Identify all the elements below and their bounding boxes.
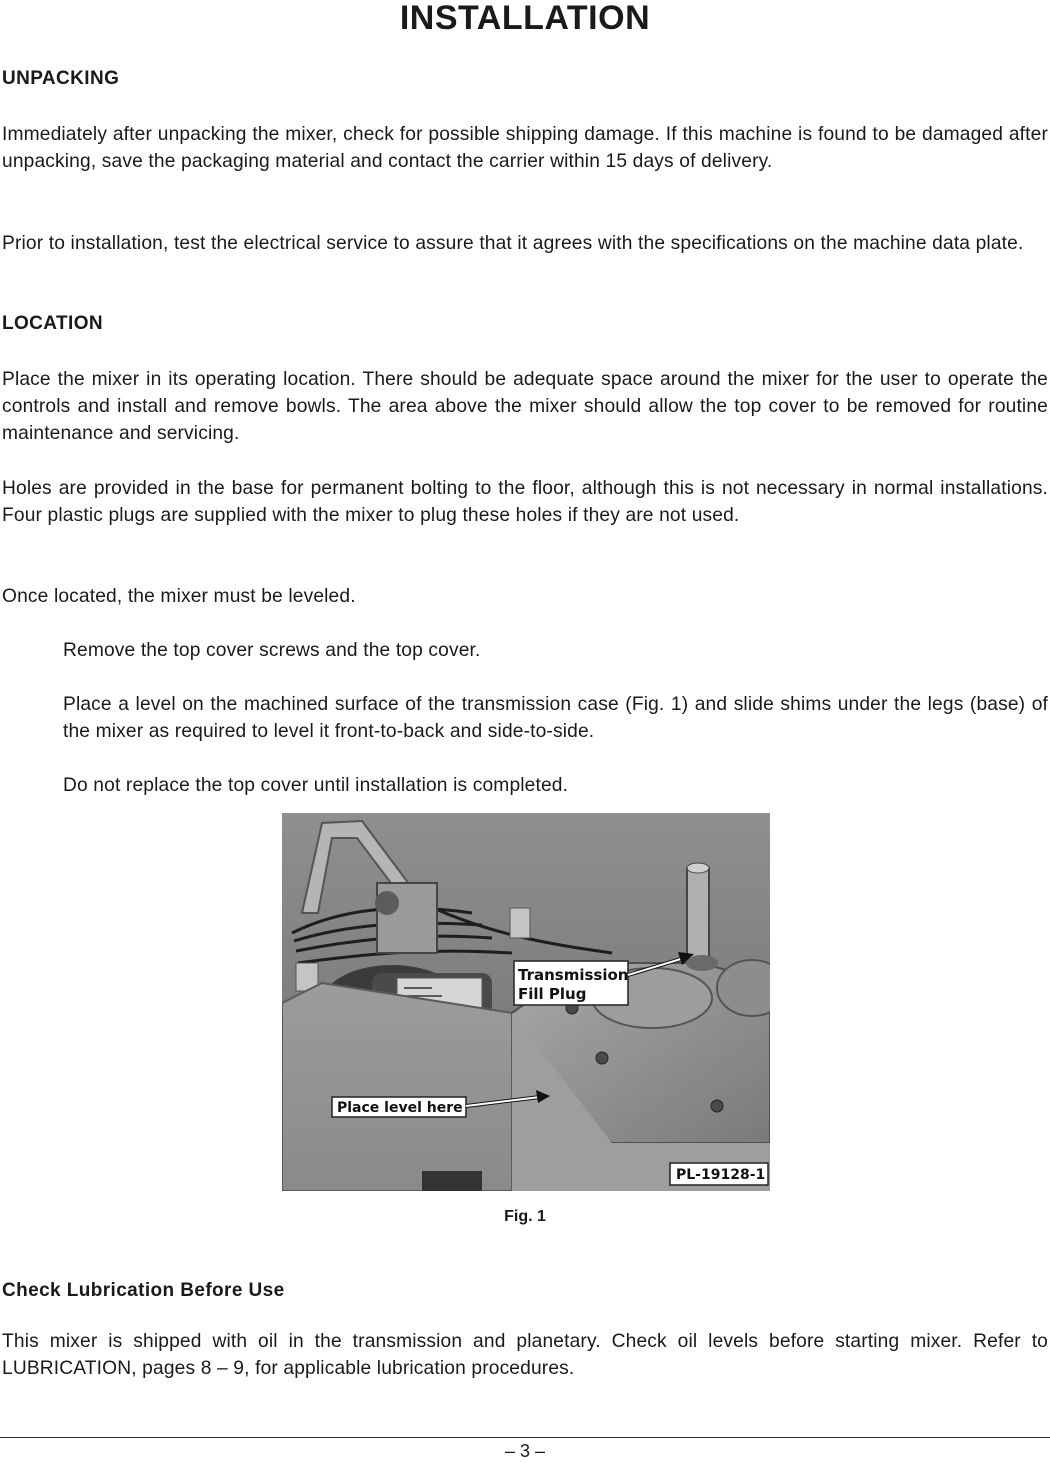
unpacking-paragraph-1: Immediately after unpacking the mixer, check for possible shipping damage. If this machine is found to be damaged after unpacking, save the packaging material and contact the carrier within 15 days of delivery.	[2, 124, 1048, 172]
figure-1-photo	[282, 813, 770, 1191]
page-number: – 3 –	[504, 1441, 546, 1461]
location-paragraph-2: Holes are provided in the base for permanent bolting to the floor, although this is not necessary in normal installations. Four plastic plugs are supplied with the mixer to plug these holes if they are not used.	[2, 478, 1048, 526]
location-paragraph-1: Place the mixer in its operating location. There should be adequate space around the mixer for the user to operate the controls and install and remove bowls. The area above the mixer should allow the top cover to be removed for routine maintenance and servicing.	[2, 369, 1048, 444]
figure-caption: Fig. 1	[504, 1208, 546, 1225]
callout-fill-plug-line2: Fill Plug	[518, 985, 587, 1003]
location-paragraph-3: Once located, the mixer must be leveled.	[2, 586, 356, 607]
page-title: INSTALLATION	[399, 0, 651, 37]
heading-check-lubrication: Check Lubrication Before Use	[2, 1280, 285, 1301]
footer-divider	[0, 1437, 1050, 1438]
heading-location: LOCATION	[2, 313, 104, 334]
lubrication-paragraph: This mixer is shipped with oil in the transmission and planetary. Check oil levels before starting mixer. Refer to LUBRICATION, pages 8 – 9, for applicable lubrication procedures.	[2, 1331, 1048, 1379]
leveling-step-3: Do not replace the top cover until installation is completed.	[63, 775, 569, 796]
heading-unpacking: UNPACKING	[2, 68, 120, 89]
leveling-step-1: Remove the top cover screws and the top cover.	[63, 640, 481, 661]
figure-plate-id: PL-19128-1	[676, 1167, 766, 1183]
callout-place-level: Place level here	[337, 1100, 463, 1116]
unpacking-paragraph-2: Prior to installation, test the electrical service to assure that it agrees with the specifications on the machine data plate.	[2, 233, 1024, 254]
leveling-step-2: Place a level on the machined surface of the transmission case (Fig. 1) and slide shims under the legs (base) of the mixer as required to level it front-to-back and side-to-side.	[63, 694, 1048, 742]
callout-fill-plug-line1: Transmission	[518, 966, 629, 984]
